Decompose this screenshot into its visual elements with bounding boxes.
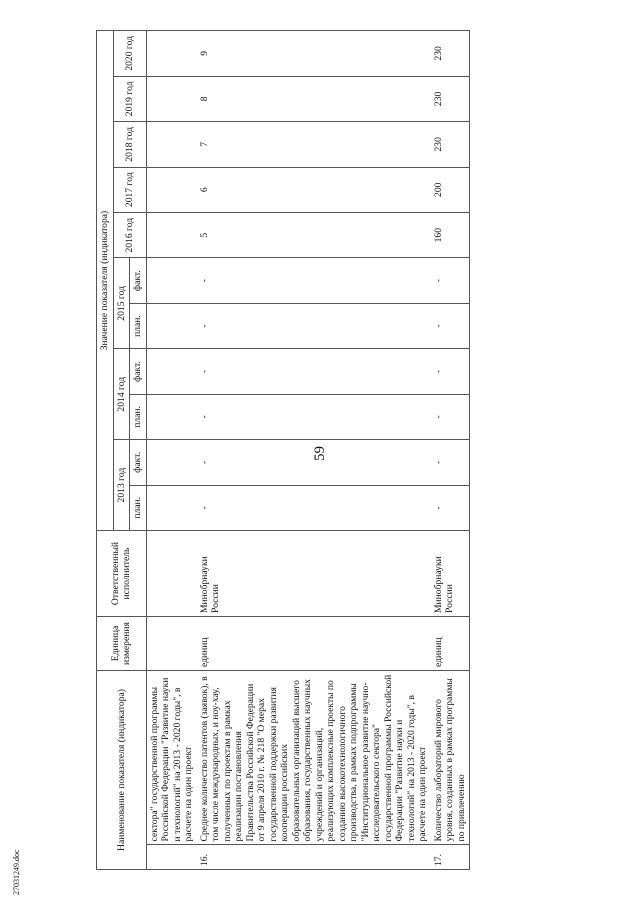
header-name: Наименование показателя (индикатора) — [97, 671, 147, 870]
header-values-group: Значение показателя (индикатора) — [97, 31, 114, 531]
cell-2014-plan — [146, 394, 197, 439]
cell-2014-fact: - — [197, 349, 431, 394]
cell-2017 — [146, 167, 197, 212]
row-name: Среднее количество патентов (заявок), в том числе международных, и ноу-хау, полученных по проектам в рамках реализации постановления Правительства Российской Федерации от 9 апреля 2010 г. № 218 "О мерах государственной поддержки развития кооперации российских образовательных организаций высшего образования, государственных научных учреждений и организаций, реализующих комплексные проекты по созданию высокотехнологичного производства, в рамках подпрограммы "Институциональное развитие научно-исследовательского сектора" государственной программы Российской Федерации "Развитие науки и технологий" на 2013 - 2020 годы", в расчете на один проект — [197, 671, 431, 845]
header-fact: факт. — [130, 258, 147, 303]
table-row — [146, 31, 197, 870]
cell-2015-fact: - — [197, 258, 431, 303]
header-plan: план. — [130, 394, 147, 439]
header-executor: Ответственный исполнитель — [97, 531, 147, 617]
cell-2015-plan: - — [431, 303, 470, 348]
cell-2020 — [146, 31, 197, 77]
cell-2020: 9 — [197, 31, 431, 77]
cell-2015-plan: - — [197, 303, 431, 348]
cell-2018 — [146, 122, 197, 167]
cell-2013-plan — [146, 485, 197, 530]
cell-2013-fact — [146, 440, 197, 485]
cell-2014-plan: - — [197, 394, 431, 439]
cell-2013-fact: - — [197, 440, 431, 485]
header-year-2015: 2015 год — [113, 258, 130, 349]
indicator-table — [96, 30, 470, 870]
cell-2014-plan: - — [431, 394, 470, 439]
row-unit — [146, 617, 197, 671]
cell-2017: 6 — [197, 167, 431, 212]
row-index: 17. — [431, 845, 470, 870]
page-number-text: 59 — [311, 446, 328, 461]
cell-2013-plan: - — [197, 485, 431, 530]
cell-2019: 8 — [197, 76, 431, 121]
header-year-2016: 2016 год — [113, 212, 146, 257]
cell-2016: 5 — [197, 212, 431, 257]
row-index: 16. — [197, 845, 431, 870]
header-year-2019: 2019 год — [113, 76, 146, 121]
cell-2014-fact — [146, 349, 197, 394]
cell-2017: 200 — [431, 167, 470, 212]
table-row — [197, 31, 431, 870]
header-fact: факт. — [130, 440, 147, 485]
cell-2016: 160 — [431, 212, 470, 257]
row-unit: единиц — [431, 617, 470, 671]
table-row — [431, 31, 470, 870]
header-year-2018: 2018 год — [113, 122, 146, 167]
cell-2015-fact: - — [431, 258, 470, 303]
cell-2015-plan — [146, 303, 197, 348]
header-year-2017: 2017 год — [113, 167, 146, 212]
header-year-2020: 2020 год — [113, 31, 146, 77]
row-executor: Минобрнауки России — [197, 531, 431, 617]
row-executor: Минобрнауки России — [431, 531, 470, 617]
cell-2020: 230 — [431, 31, 470, 77]
row-index — [146, 845, 197, 870]
row-name: сектора" государственной программы Российской Федерации "Развитие науки и технологий" на 2013 - 2020 годы", в расчете на один проект — [146, 671, 197, 845]
cell-2014-fact: - — [431, 349, 470, 394]
cell-2016 — [146, 212, 197, 257]
cell-2019 — [146, 76, 197, 121]
header-year-2013: 2013 год — [113, 440, 130, 531]
header-plan: план. — [130, 485, 147, 530]
header-year-2014: 2014 год — [113, 349, 130, 440]
row-unit: единиц — [197, 617, 431, 671]
cell-2018: 230 — [431, 122, 470, 167]
header-fact: факт. — [130, 349, 147, 394]
cell-2013-fact: - — [431, 440, 470, 485]
row-name: Количество лабораторий мирового уровня, созданных в рамках программы по привлечению — [431, 671, 470, 845]
rotated-sheet — [96, 30, 636, 870]
document-footer: 27031249.doc — [12, 849, 21, 895]
cell-2018: 7 — [197, 122, 431, 167]
cell-2013-plan: - — [431, 485, 470, 530]
row-executor — [146, 531, 197, 617]
cell-2019: 230 — [431, 76, 470, 121]
header-unit: Единица измерения — [97, 617, 147, 671]
header-plan: план. — [130, 303, 147, 348]
cell-2015-fact — [146, 258, 197, 303]
